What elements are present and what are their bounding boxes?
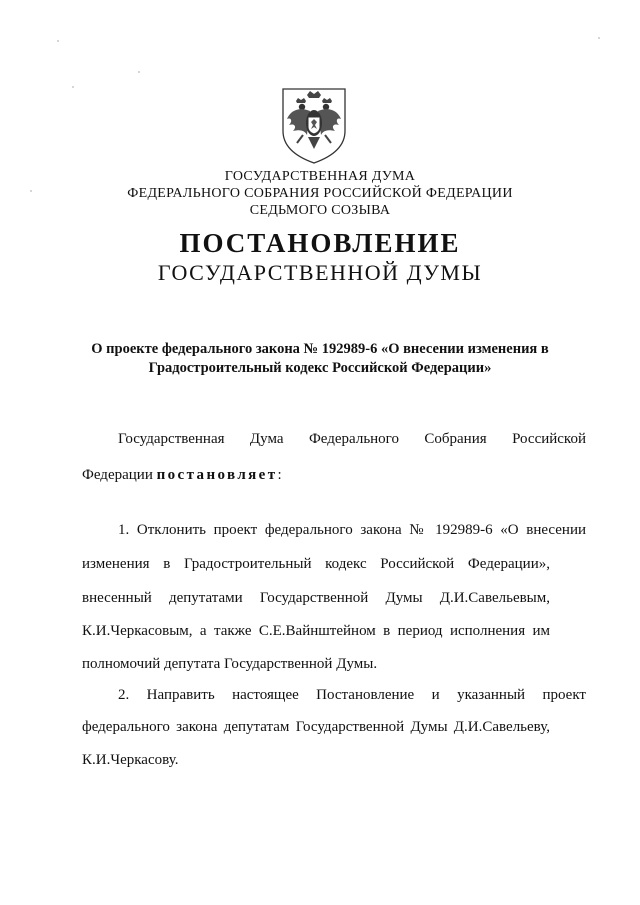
- item-2-line: К.И.Черкасову.: [82, 752, 179, 768]
- item-1-line: 1. Отклонить проект федерального закона № 192989-6 «О внесении: [118, 522, 586, 538]
- resolution-verb: постановляет: [156, 467, 278, 483]
- scan-speck: [598, 37, 600, 39]
- document-subtitle: ГОСУДАРСТВЕННОЙ ДУМЫ: [157, 260, 483, 285]
- subject-line: О проекте федерального закона № 192989-6 «О внесении изменения в: [91, 341, 549, 357]
- scan-speck: [57, 40, 59, 42]
- scan-speck: [138, 71, 140, 73]
- header-line-convocation: СЕДЬМОГО СОЗЫВА: [249, 203, 391, 218]
- header-line-duma: ГОСУДАРСТВЕННАЯ ДУМА: [224, 169, 416, 184]
- coat-of-arms-icon: [277, 85, 351, 165]
- item-2-line: федерального закона депутатам Государственной Думы Д.И.Савельеву,: [82, 719, 550, 735]
- document-subject: [60, 340, 580, 378]
- header-line-assembly: ФЕДЕРАЛЬНОГО СОБРАНИЯ РОССИЙСКОЙ ФЕДЕРАЦИИ: [127, 186, 513, 201]
- item-1-line: полномочий депутата Государственной Думы.: [82, 656, 378, 672]
- item-1-line: внесенный депутатами Государственной Думы Д.И.Савельевым,: [82, 590, 550, 606]
- preamble-prefix: Федерации: [82, 467, 157, 483]
- preamble-line: Государственная Дума Федерального Собрания Российской: [118, 431, 586, 447]
- item-1-line: К.И.Черкасовым, а также С.Е.Вайнштейном в период исполнения им: [82, 623, 550, 639]
- item-2-line: 2. Направить настоящее Постановление и указанный проект: [118, 687, 586, 703]
- preamble-suffix: :: [277, 467, 282, 483]
- document-title: ПОСТАНОВЛЕНИЕ: [179, 228, 461, 258]
- scan-speck: [72, 86, 74, 88]
- item-1-line: изменения в Градостроительный кодекс Российской Федерации»,: [82, 556, 550, 572]
- subject-line: Градостроительный кодекс Российской Федерации»: [148, 360, 492, 376]
- preamble-line: [82, 467, 550, 484]
